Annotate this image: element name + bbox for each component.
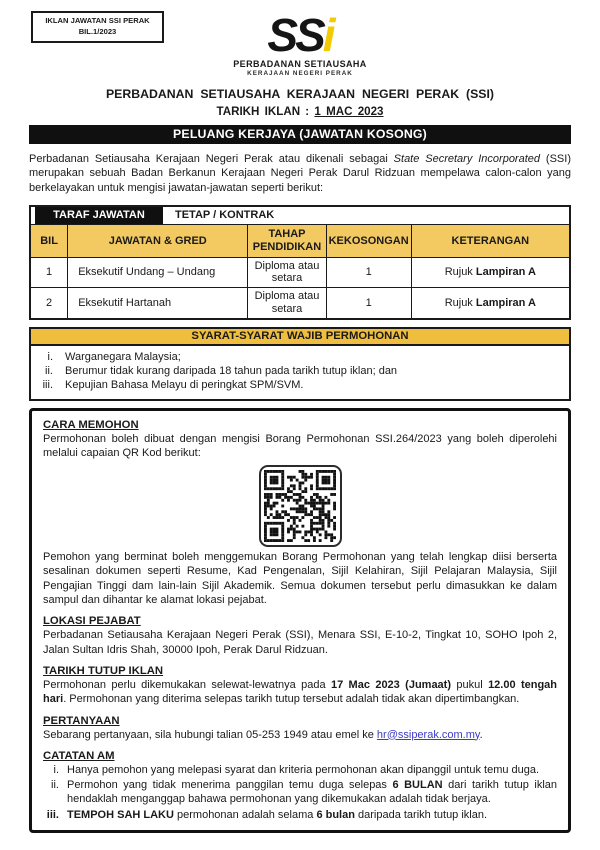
advert-ref-line1: IKLAN JAWATAN SSI PERAK — [45, 16, 150, 25]
table-row — [30, 288, 570, 319]
deadline-text: . Permohonan yang diterima selepas tarikh tutup tersebut adalah tidak akan dipertimbangkan. — [63, 693, 520, 706]
advert-ref-line2: BIL.1/2023 — [78, 27, 117, 37]
col-header-keterangan: KETERANGAN — [411, 225, 570, 258]
catatan-am-heading: CATATAN AM — [43, 749, 115, 762]
advert-ref-box — [31, 11, 164, 43]
col-header-pendidikan: TAHAP PENDIDIKAN — [248, 225, 326, 258]
table-header-row — [30, 225, 570, 258]
list-item-number: ii. — [45, 364, 53, 377]
pertanyaan-heading: PERTANYAAN — [43, 714, 120, 727]
taraf-jawatan-value: TETAP / KONTRAK — [175, 209, 275, 222]
cara-memohon-text: Permohonan boleh dibuat dengan mengisi Borang Permohonan SSI.264/2023 yang boleh diperolehi melalui capaian QR Kod berikut: — [43, 432, 557, 459]
cara-memohon-heading: CARA MEMOHON — [43, 418, 139, 431]
taraf-jawatan-band — [31, 207, 569, 224]
logo-i-letter: i — [322, 9, 333, 61]
table-row — [30, 257, 570, 288]
catatan-am-list — [43, 763, 557, 822]
cell-kekosongan: 1 — [326, 288, 411, 319]
keterangan-bold: Lampiran A — [475, 296, 536, 309]
documents-paragraph: Pemohon yang berminat boleh menggemukan Borang Permohonan yang telah lengkap diisi berserta sesalinan dokumen seperti Resume, Kad Pengenalan, Sijil Kelahiran, Sijil Pelajaran Malaysia, Sijil Pengajian Tinggi dam lain-lain Sijil Akademik. Semua dokumen tersebut perlu dimasukkan ke dalam sampul dan dihantar ke alamat lokasi pejabat. — [43, 551, 557, 607]
col-header-kekosongan: KEKOSONGAN — [326, 225, 411, 258]
vacancy-table — [29, 205, 571, 320]
keterangan-text: Rujuk — [444, 296, 476, 309]
advert-date-value: 1 MAC 2023 — [314, 104, 384, 118]
list-item-number: i. — [53, 763, 59, 776]
cell-bil: 1 — [30, 257, 68, 288]
advert-date-label: TARIKH IKLAN : — [216, 104, 310, 118]
list-item — [43, 778, 557, 807]
cell-jawatan: Eksekutif Undang – Undang — [68, 257, 248, 288]
career-banner: PELUANG KERJAYA (JAWATAN KOSONG) — [29, 125, 571, 144]
syarat-banner: SYARAT-SYARAT WAJIB PERMOHONAN — [29, 327, 571, 344]
deadline-text: pukul — [451, 678, 489, 691]
deadline-text: Permohonan perlu dikemukakan selewat-lewatnya pada — [43, 678, 331, 691]
list-item-text: Kepujian Bahasa Melayu di peringkat SPM/SVM. — [65, 379, 304, 392]
application-info-box — [29, 408, 571, 833]
document-content — [0, 87, 600, 833]
keterangan-bold: Lampiran A — [475, 266, 536, 279]
cell-pendidikan: Diploma atau setara — [248, 257, 326, 288]
list-item-text: Hanya pemohon yang melepasi syarat dan kriteria permohonan akan dipanggil untuk temu duga. — [67, 763, 540, 776]
advert-date-line — [29, 105, 571, 118]
deadline-time-bold: 12.00 tengah hari — [43, 678, 558, 706]
list-item-text: TEMPOH SAH LAKU permohonan adalah selama 6 bulan daripada tarikh tutup iklan. — [67, 808, 488, 821]
col-header-jawatan: JAWATAN & GRED — [68, 225, 248, 258]
list-item — [43, 808, 557, 822]
list-item — [31, 378, 559, 392]
keterangan-text: Rujuk — [444, 266, 476, 279]
lokasi-pejabat-text: Perbadanan Setiausaha Kerajaan Negeri Perak (SSI), Menara SSI, E-10-2, Tingkat 10, SOHO Ipoh 2, Jalan Sultan Idris Shah, 30000 Ipoh, Perak Darul Ridzuan. — [43, 629, 557, 656]
cell-keterangan — [411, 257, 570, 288]
col-header-bil: BIL — [30, 225, 68, 258]
list-item — [31, 364, 559, 378]
lokasi-pejabat-heading: LOKASI PEJABAT — [43, 615, 141, 628]
table-band-row — [30, 206, 570, 225]
pertanyaan-text — [43, 728, 557, 742]
qr-code — [259, 465, 342, 547]
logo-org-line1: PERBADANAN SETIAUSAHA — [233, 59, 367, 70]
taraf-jawatan-label: TARAF JAWATAN — [35, 207, 163, 224]
list-item-number: ii. — [51, 779, 59, 792]
page-title: PERBADANAN SETIAUSAHA KERAJAAN NEGERI PERAK (SSI) — [105, 86, 495, 101]
list-item-number: iii. — [42, 379, 53, 392]
list-item — [43, 763, 557, 777]
cell-jawatan: Eksekutif Hartanah — [68, 288, 248, 319]
list-item-text: Berumur tidak kurang daripada 18 tahun pada tarikh tutup iklan; dan — [65, 364, 398, 377]
cell-kekosongan: 1 — [326, 257, 411, 288]
list-item-text: Permohon yang tidak menerima panggilan temu duga selepas 6 BULAN dari tarikh tutup iklan hendaklah menganggap bahawa permohonan yang dikemukakan adalah tidak berjaya. — [67, 779, 557, 806]
cell-bil: 2 — [30, 288, 68, 319]
list-item-text: Warganegara Malaysia; — [65, 350, 181, 363]
enquiry-text-end: . — [479, 728, 483, 741]
logo-org-line2: KERAJAAN NEGERI PERAK — [247, 70, 353, 78]
deadline-date-bold: 17 Mac 2023 (Jumaat) — [330, 678, 452, 691]
enquiry-text: Sebarang pertanyaan, sila hubungi talian 05-253 1949 atau emel ke — [43, 728, 377, 741]
qr-code-pattern — [264, 470, 336, 542]
list-item — [31, 350, 559, 364]
syarat-list — [29, 344, 571, 401]
tarikh-tutup-heading: TARIKH TUTUP IKLAN — [43, 664, 164, 677]
list-item-number: iii. — [46, 808, 59, 821]
intro-text-italic: State Secretary Incorporated — [393, 152, 541, 165]
cell-keterangan — [411, 288, 570, 319]
tarikh-tutup-text — [43, 678, 557, 707]
logo-ss-letters: SS — [267, 9, 323, 61]
intro-text-before: Perbadanan Setiausaha Kerajaan Negeri Perak atau dikenali sebagai — [29, 152, 394, 165]
intro-paragraph — [29, 152, 571, 196]
list-item-number: i. — [47, 350, 53, 363]
email-link[interactable]: hr@ssiperak.com.my — [376, 728, 480, 741]
cell-pendidikan: Diploma atau setara — [248, 288, 326, 319]
intro-text-after: (SSI) merupakan sebuah Badan Berkanun Kerajaan Negeri Perak Darul Ridzuan mempelawa calon-calon yang berkelayakan untuk mengisi jawatan-jawatan seperti berikut: — [29, 152, 571, 194]
